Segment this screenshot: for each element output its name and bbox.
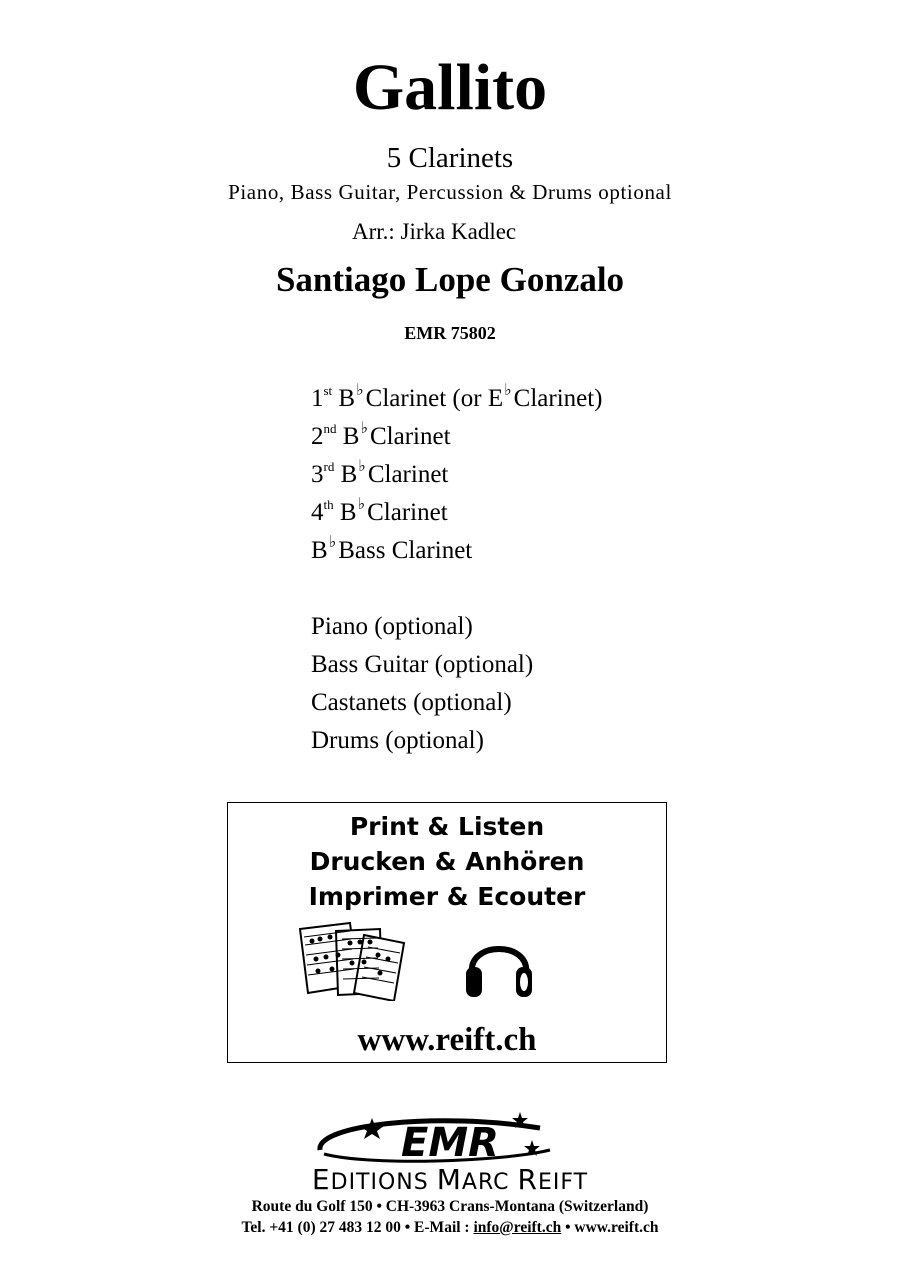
promo-line-de: Drucken & Anhören: [309, 847, 585, 876]
part-item: B♭Bass Clarinet: [311, 534, 473, 564]
arranger: Arr.: Jirka Kadlec: [352, 219, 517, 244]
part-item: 1st B♭Clarinet (or E♭Clarinet): [311, 382, 603, 412]
flat-icon: ♭: [358, 458, 366, 475]
flat-icon: ♭: [504, 382, 512, 399]
logo-text: EMR: [401, 1120, 499, 1166]
flat-icon: ♭: [328, 534, 337, 551]
promo-line-en: Print & Listen: [349, 812, 545, 841]
promo-line-fr: Imprimer & Ecouter: [308, 882, 586, 911]
optional-instruments-line: Piano, Bass Guitar, Percussion & Drums optional: [228, 180, 672, 204]
part-item: 3rd B♭Clarinet: [311, 458, 449, 488]
website-link[interactable]: www.reift.ch: [357, 1022, 537, 1058]
composer: Santiago Lope Gonzalo: [275, 260, 625, 299]
part-item: 4th B♭Clarinet: [311, 496, 448, 526]
optional-parts-list: [311, 612, 533, 764]
publisher-contact: Tel. +41 (0) 27 483 12 00 • E-Mail : info@reift.ch • www.reift.ch: [241, 1219, 659, 1236]
headphones-icon: [464, 927, 534, 1003]
optional-part-item: Bass Guitar (optional): [311, 651, 534, 678]
catalog-number: EMR 75802: [404, 323, 496, 343]
optional-part-item: Castanets (optional): [311, 689, 512, 716]
publisher-address: Route du Golf 150 • CH-3963 Crans-Montana (Switzerland): [251, 1198, 649, 1215]
flat-icon: ♭: [356, 382, 364, 399]
flat-icon: ♭: [360, 420, 368, 437]
optional-part-item: Drums (optional): [311, 727, 484, 754]
footer-website[interactable]: • www.reift.ch: [561, 1219, 659, 1236]
page-title: Gallito: [352, 51, 548, 124]
flat-icon: ♭: [357, 496, 366, 513]
emr-logo: [310, 1110, 590, 1168]
publisher-name: EDITIONS MARC REIFT: [311, 1163, 589, 1196]
optional-part-item: Piano (optional): [311, 613, 473, 640]
sheet-music-icon: [298, 921, 410, 1001]
print-listen-box: [227, 802, 667, 1063]
email-link[interactable]: info@reift.ch: [473, 1219, 562, 1236]
part-item: 2nd B♭Clarinet: [311, 420, 451, 450]
subtitle: 5 Clarinets: [386, 142, 514, 174]
parts-list: [311, 384, 603, 574]
